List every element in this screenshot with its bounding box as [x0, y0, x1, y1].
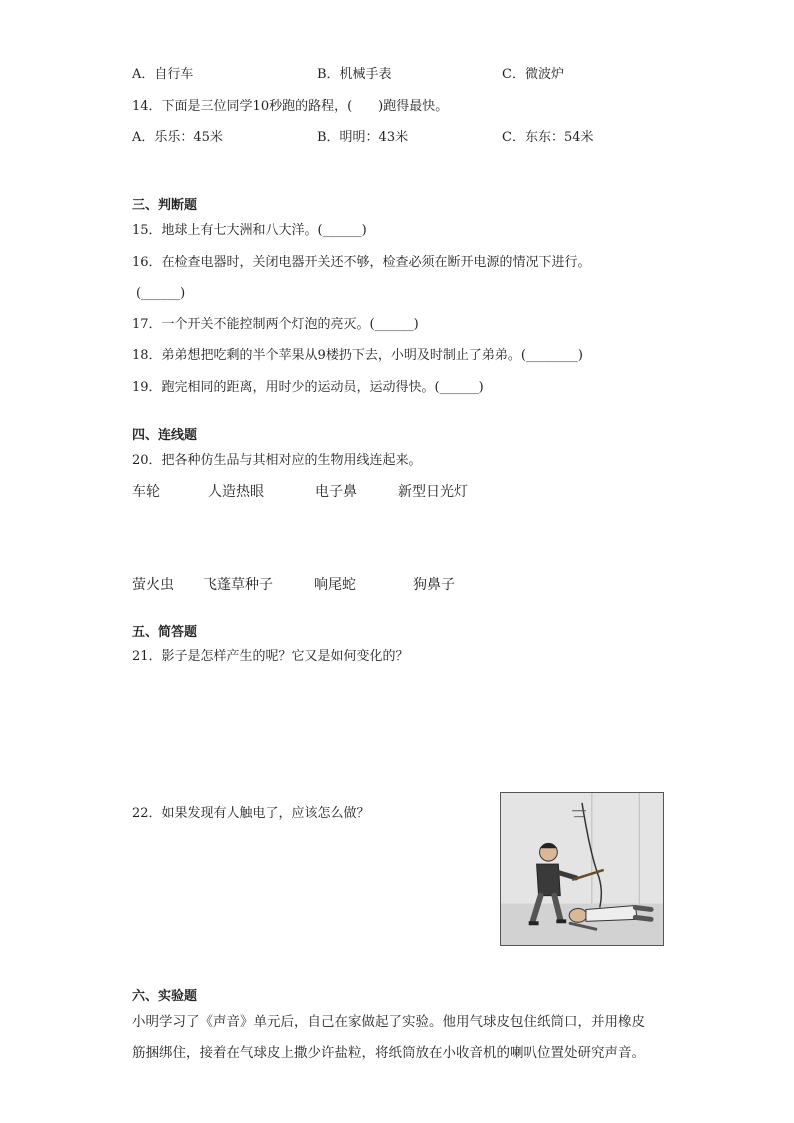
q13-option-b: B．机械手表: [317, 67, 392, 82]
q14-option-c: C．东东：54米: [502, 130, 594, 145]
match-top-item: 人造热眼: [208, 484, 264, 500]
q18: 18．弟弟想把吃剩的半个苹果从9楼扔下去，小明及时制止了弟弟。(________): [132, 348, 583, 363]
section3-title: 三、判断题: [132, 198, 198, 213]
match-bottom-item: 狗鼻子: [413, 577, 455, 593]
match-top-item: 车轮: [132, 484, 160, 500]
q13-option-c: C．微波炉: [502, 67, 564, 82]
q17: 17．一个开关不能控制两个灯泡的亮灭。(______): [132, 317, 419, 332]
q16-line1: 16．在检查电器时，关闭电器开关还不够，检查必须在断开电源的情况下进行。: [132, 255, 591, 270]
q13-option-a: A．自行车: [132, 67, 194, 82]
q22: 22．如果发现有人触电了，应该怎么做？: [132, 806, 370, 821]
match-bottom-item: 飞蓬草种子: [203, 577, 273, 593]
q16-line2: (______): [136, 286, 186, 301]
q21: 21．影子是怎样产生的呢？它又是如何变化的？: [132, 649, 409, 664]
q14-question: 14．下面是三位同学10秒跑的路程，( )跑得最快。: [132, 99, 449, 114]
section4-title: 四、连线题: [132, 428, 198, 443]
match-bottom-item: 萤火虫: [132, 577, 174, 593]
match-top-item: 新型日光灯: [398, 484, 468, 500]
match-bottom-item: 响尾蛇: [314, 577, 356, 593]
section6-title: 六、实验题: [132, 989, 198, 1004]
q20: 20．把各种仿生品与其相对应的生物用线连起来。: [132, 453, 422, 468]
q15: 15．地球上有七大洲和八大洋。(______): [132, 223, 367, 238]
q14-option-b: B．明明：43米: [317, 130, 409, 145]
q19: 19．跑完相同的距离，用时少的运动员，运动得快。(______): [132, 380, 484, 395]
electric-shock-illustration: [500, 792, 664, 946]
q14-option-a: A．乐乐：45米: [132, 130, 223, 145]
section5-title: 五、简答题: [132, 625, 198, 640]
match-top-item: 电子鼻: [315, 484, 357, 500]
section6-paragraph-line1: 小明学习了《声音》单元后，自己在家做起了实验。他用气球皮包住纸筒口，并用橡皮: [132, 1014, 645, 1030]
section6-paragraph-line2: 筋捆绑住，接着在气球皮上撒少许盐粒，将纸筒放在小收音机的喇叭位置处研究声音。: [132, 1045, 645, 1061]
